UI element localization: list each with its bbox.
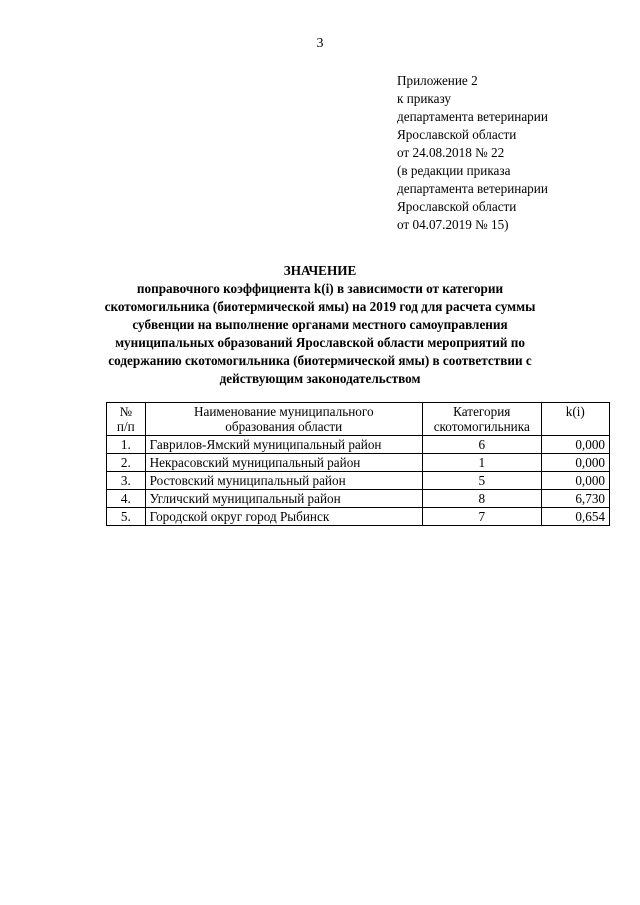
cell-name: Городской округ город Рыбинск [145,508,422,526]
cell-num: 3. [107,472,146,490]
cell-name: Угличский муниципальный район [145,490,422,508]
cell-num: 2. [107,454,146,472]
table-row [107,490,610,508]
appendix-line: Приложение 2 [397,73,478,88]
header-name-line2: образования области [225,419,343,434]
cell-name: Ростовский муниципальный район [145,472,422,490]
cell-category: 1 [422,454,541,472]
title-line: скотомогильника (биотермической ямы) на 2019 год для расчета суммы [104,299,536,314]
cell-name: Гаврилов-Ямский муниципальный район [145,436,422,454]
appendix-line: Ярославской области [397,127,517,142]
header-name [145,403,422,436]
header-num [107,403,146,436]
cell-k: 0,000 [541,472,609,490]
coefficient-table [106,402,610,526]
appendix-line: Ярославской области [397,199,517,214]
title-line: субвенции на выполнение органами местного самоуправления [132,317,508,332]
appendix-line: (в редакции приказа [397,163,511,178]
header-num-line2: п/п [116,419,135,434]
table-row [107,454,610,472]
cell-num: 4. [107,490,146,508]
appendix-line: департамента ветеринарии [397,181,548,196]
cell-category: 7 [422,508,541,526]
header-category-line1: Категория [453,404,511,419]
cell-name: Некрасовский муниципальный район [145,454,422,472]
cell-k: 6,730 [541,490,609,508]
table-row [107,436,610,454]
appendix-line: департамента ветеринарии [397,109,548,124]
title-heading: ЗНАЧЕНИЕ [283,263,357,278]
title-line: содержанию скотомогильника (биотермической ямы) в соответствии с [108,353,532,368]
cell-k: 0,654 [541,508,609,526]
title-line: действующим законодательством [219,371,421,386]
header-k: k(i) [541,403,609,436]
cell-category: 6 [422,436,541,454]
table-row [107,472,610,490]
header-category-line2: скотомогильника [433,419,530,434]
appendix-line: от 24.08.2018 № 22 [397,145,505,160]
title-line: муниципальных образований Ярославской области мероприятий по [115,335,525,350]
document-title [60,262,580,388]
cell-category: 5 [422,472,541,490]
appendix-line: от 04.07.2019 № 15) [397,217,509,232]
cell-category: 8 [422,490,541,508]
cell-k: 0,000 [541,454,609,472]
table-row [107,508,610,526]
title-line: поправочного коэффициента k(i) в зависимости от категории [136,281,504,296]
cell-num: 1. [107,436,146,454]
cell-k: 0,000 [541,436,609,454]
page-number: 3 [316,36,324,51]
header-num-line1: № [119,404,133,419]
header-category [422,403,541,436]
appendix-line: к приказу [397,91,451,106]
appendix-block [397,72,627,234]
header-name-line1: Наименование муниципального [193,404,374,419]
table-header-row [107,403,610,436]
cell-num: 5. [107,508,146,526]
